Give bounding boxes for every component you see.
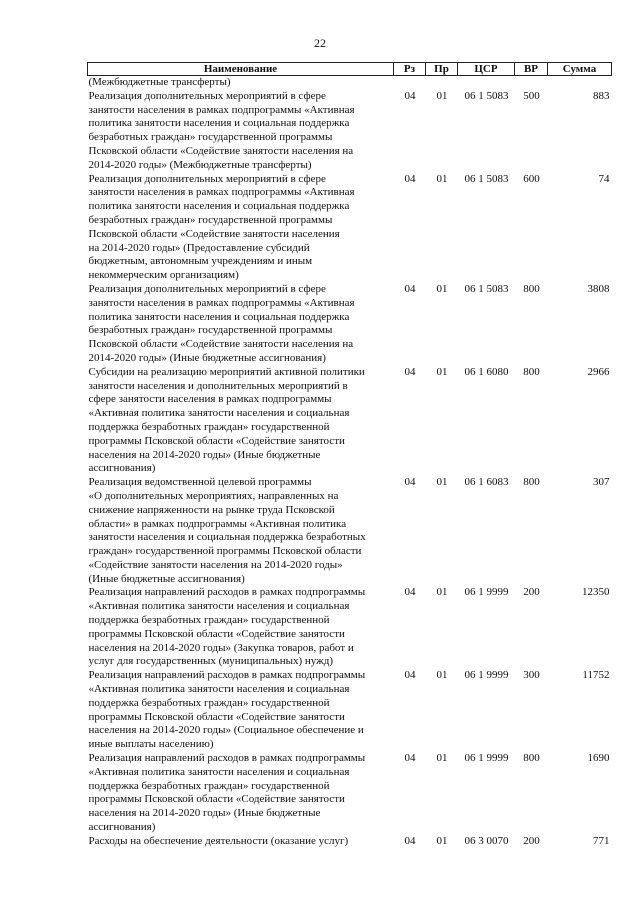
budget-table bbox=[87, 62, 612, 849]
row-pr-cell: 01 bbox=[436, 476, 448, 489]
row-rz-cell: 04 bbox=[404, 476, 416, 489]
row-sum-cell: 307 bbox=[593, 476, 610, 489]
row-name-cell: Реализация направлений расходов в рамках подпрограммы «Активная политика занятости населения и социальная поддержка безработных граждан» государственной программы Псковской области «Содействие занятости населения на 2014-2020 годы» (Иные бюджетные ассигнования) bbox=[88, 752, 366, 834]
row-vr-cell: 800 bbox=[523, 752, 540, 765]
row-name-cell: Субсидии на реализацию мероприятий активной политики занятости населения и дополнительных мероприятий в сфере занятости населения в рамках подпрограммы «Активная политика занятости населения и социальная поддержка безработных граждан» государственной программы Псковской области «Содействие занятости населения на 2014-2020 годы» (Иные бюджетные ассигнования) bbox=[88, 365, 365, 475]
table-header-row bbox=[88, 63, 612, 76]
header-csr: ЦСР bbox=[458, 63, 515, 76]
row-pr-cell: 01 bbox=[436, 89, 448, 102]
row-pr-cell: 01 bbox=[436, 669, 448, 682]
row-vr-cell: 300 bbox=[523, 669, 540, 682]
table-row bbox=[88, 586, 612, 669]
table-row bbox=[88, 366, 612, 476]
table-row bbox=[88, 173, 612, 283]
row-rz-cell: 04 bbox=[404, 172, 416, 185]
row-csr-cell: 06 3 0070 bbox=[464, 834, 509, 847]
row-vr-cell: 800 bbox=[523, 476, 540, 489]
row-pr-cell: 01 bbox=[436, 834, 448, 847]
row-vr-cell: 200 bbox=[523, 586, 540, 599]
header-pr: Пр bbox=[426, 63, 458, 76]
row-rz-cell: 04 bbox=[404, 834, 416, 847]
row-sum-cell: 12350 bbox=[582, 586, 610, 599]
row-name-cell: Реализация направлений расходов в рамках подпрограммы «Активная политика занятости населения и социальная поддержка безработных граждан» государственной программы Псковской области «Содействие занятости населения на 2014-2020 годы» (Закупка товаров, работ и услуг для государственных (муниципальных) нужд) bbox=[88, 586, 366, 668]
row-name-cell: Реализация дополнительных мероприятий в сфере занятости населения в рамках подпрограммы «Активная политика занятости населения и социальная поддержка безработных граждан» государственной программы Псковской области «Содействие занятости населения на 2014-2020 годы» (Иные бюджетные ассигнования) bbox=[88, 282, 355, 364]
row-csr-cell: 06 1 5083 bbox=[464, 172, 509, 185]
row-name-cell: Реализация ведомственной целевой программы «О дополнительных мероприятиях, направленных на снижение напряженности на рынке труда Псковской области» в рамках подпрограммы «Активная политика занятости населения и социальная поддержка безработных граждан» государственной программы Псковской области «Содействие занятости населения на 2014-2020 годы» (Иные бюджетные ассигнования) bbox=[88, 476, 366, 585]
row-vr-cell: 800 bbox=[523, 282, 540, 295]
row-sum-cell: 883 bbox=[593, 89, 610, 102]
row-name-cell: Реализация дополнительных мероприятий в сфере занятости населения в рамках подпрограммы «Активная политика занятости населения и социальная поддержка безработных граждан» государственной программы Псковской области «Содействие занятости населения на 2014-2020 годы» (Межбюджетные трансферты) bbox=[88, 89, 355, 171]
row-name-cell: Реализация направлений расходов в рамках подпрограммы «Активная политика занятости населения и социальная поддержка безработных граждан» государственной программы Псковской области «Содействие занятости населения на 2014-2020 годы» (Социальное обеспечение и иные выплаты населению) bbox=[88, 669, 366, 751]
row-csr-cell: 06 1 9999 bbox=[464, 752, 509, 765]
row-pr-cell: 01 bbox=[436, 365, 448, 378]
row-vr-cell: 800 bbox=[523, 365, 540, 378]
header-vr: ВР bbox=[515, 63, 548, 76]
table-row bbox=[88, 835, 612, 849]
row-sum-cell: 771 bbox=[593, 834, 610, 847]
row-pr-cell: 01 bbox=[436, 172, 448, 185]
row-sum-cell: 74 bbox=[598, 172, 610, 185]
row-rz-cell: 04 bbox=[404, 669, 416, 682]
row-vr-cell: 600 bbox=[523, 172, 540, 185]
row-csr-cell: 06 1 6083 bbox=[464, 476, 509, 489]
row-pr-cell: 01 bbox=[436, 282, 448, 295]
row-sum-cell: 1690 bbox=[587, 752, 610, 765]
row-sum-cell: 2966 bbox=[587, 365, 610, 378]
row-pr-cell: 01 bbox=[436, 586, 448, 599]
header-name: Наименование bbox=[88, 63, 394, 76]
table-row bbox=[88, 283, 612, 366]
table-row bbox=[88, 669, 612, 752]
header-sum: Сумма bbox=[548, 63, 612, 76]
continuation-row bbox=[88, 76, 612, 90]
row-csr-cell: 06 1 6080 bbox=[464, 365, 509, 378]
table-row bbox=[88, 90, 612, 173]
row-name-cell: Реализация дополнительных мероприятий в сфере занятости населения в рамках подпрограммы «Активная политика занятости населения и социальная поддержка безработных граждан» государственной программы Псковской области «Содействие занятости населения на 2014-2020 годы» (Предоставление субсидий бюджетным, автономным учреждениям и иным некоммерческим организациям) bbox=[88, 172, 355, 282]
row-csr-cell: 06 1 9999 bbox=[464, 586, 509, 599]
row-sum-cell: 11752 bbox=[582, 669, 610, 682]
row-rz-cell: 04 bbox=[404, 365, 416, 378]
table-row bbox=[88, 476, 612, 586]
row-name-cell: Расходы на обеспечение деятельности (оказание услуг) bbox=[88, 834, 349, 847]
row-csr-cell: 06 1 9999 bbox=[464, 669, 509, 682]
continuation-text: (Межбюджетные трансферты) bbox=[88, 76, 231, 88]
row-pr-cell: 01 bbox=[436, 752, 448, 765]
row-csr-cell: 06 1 5083 bbox=[464, 89, 509, 102]
row-csr-cell: 06 1 5083 bbox=[464, 282, 509, 295]
row-rz-cell: 04 bbox=[404, 89, 416, 102]
row-rz-cell: 04 bbox=[404, 282, 416, 295]
row-sum-cell: 3808 bbox=[587, 282, 610, 295]
table-row bbox=[88, 752, 612, 835]
row-vr-cell: 200 bbox=[523, 834, 540, 847]
page-number: 22 bbox=[314, 36, 326, 50]
header-rz: Рз bbox=[394, 63, 426, 76]
row-rz-cell: 04 bbox=[404, 752, 416, 765]
row-rz-cell: 04 bbox=[404, 586, 416, 599]
row-vr-cell: 500 bbox=[523, 89, 540, 102]
